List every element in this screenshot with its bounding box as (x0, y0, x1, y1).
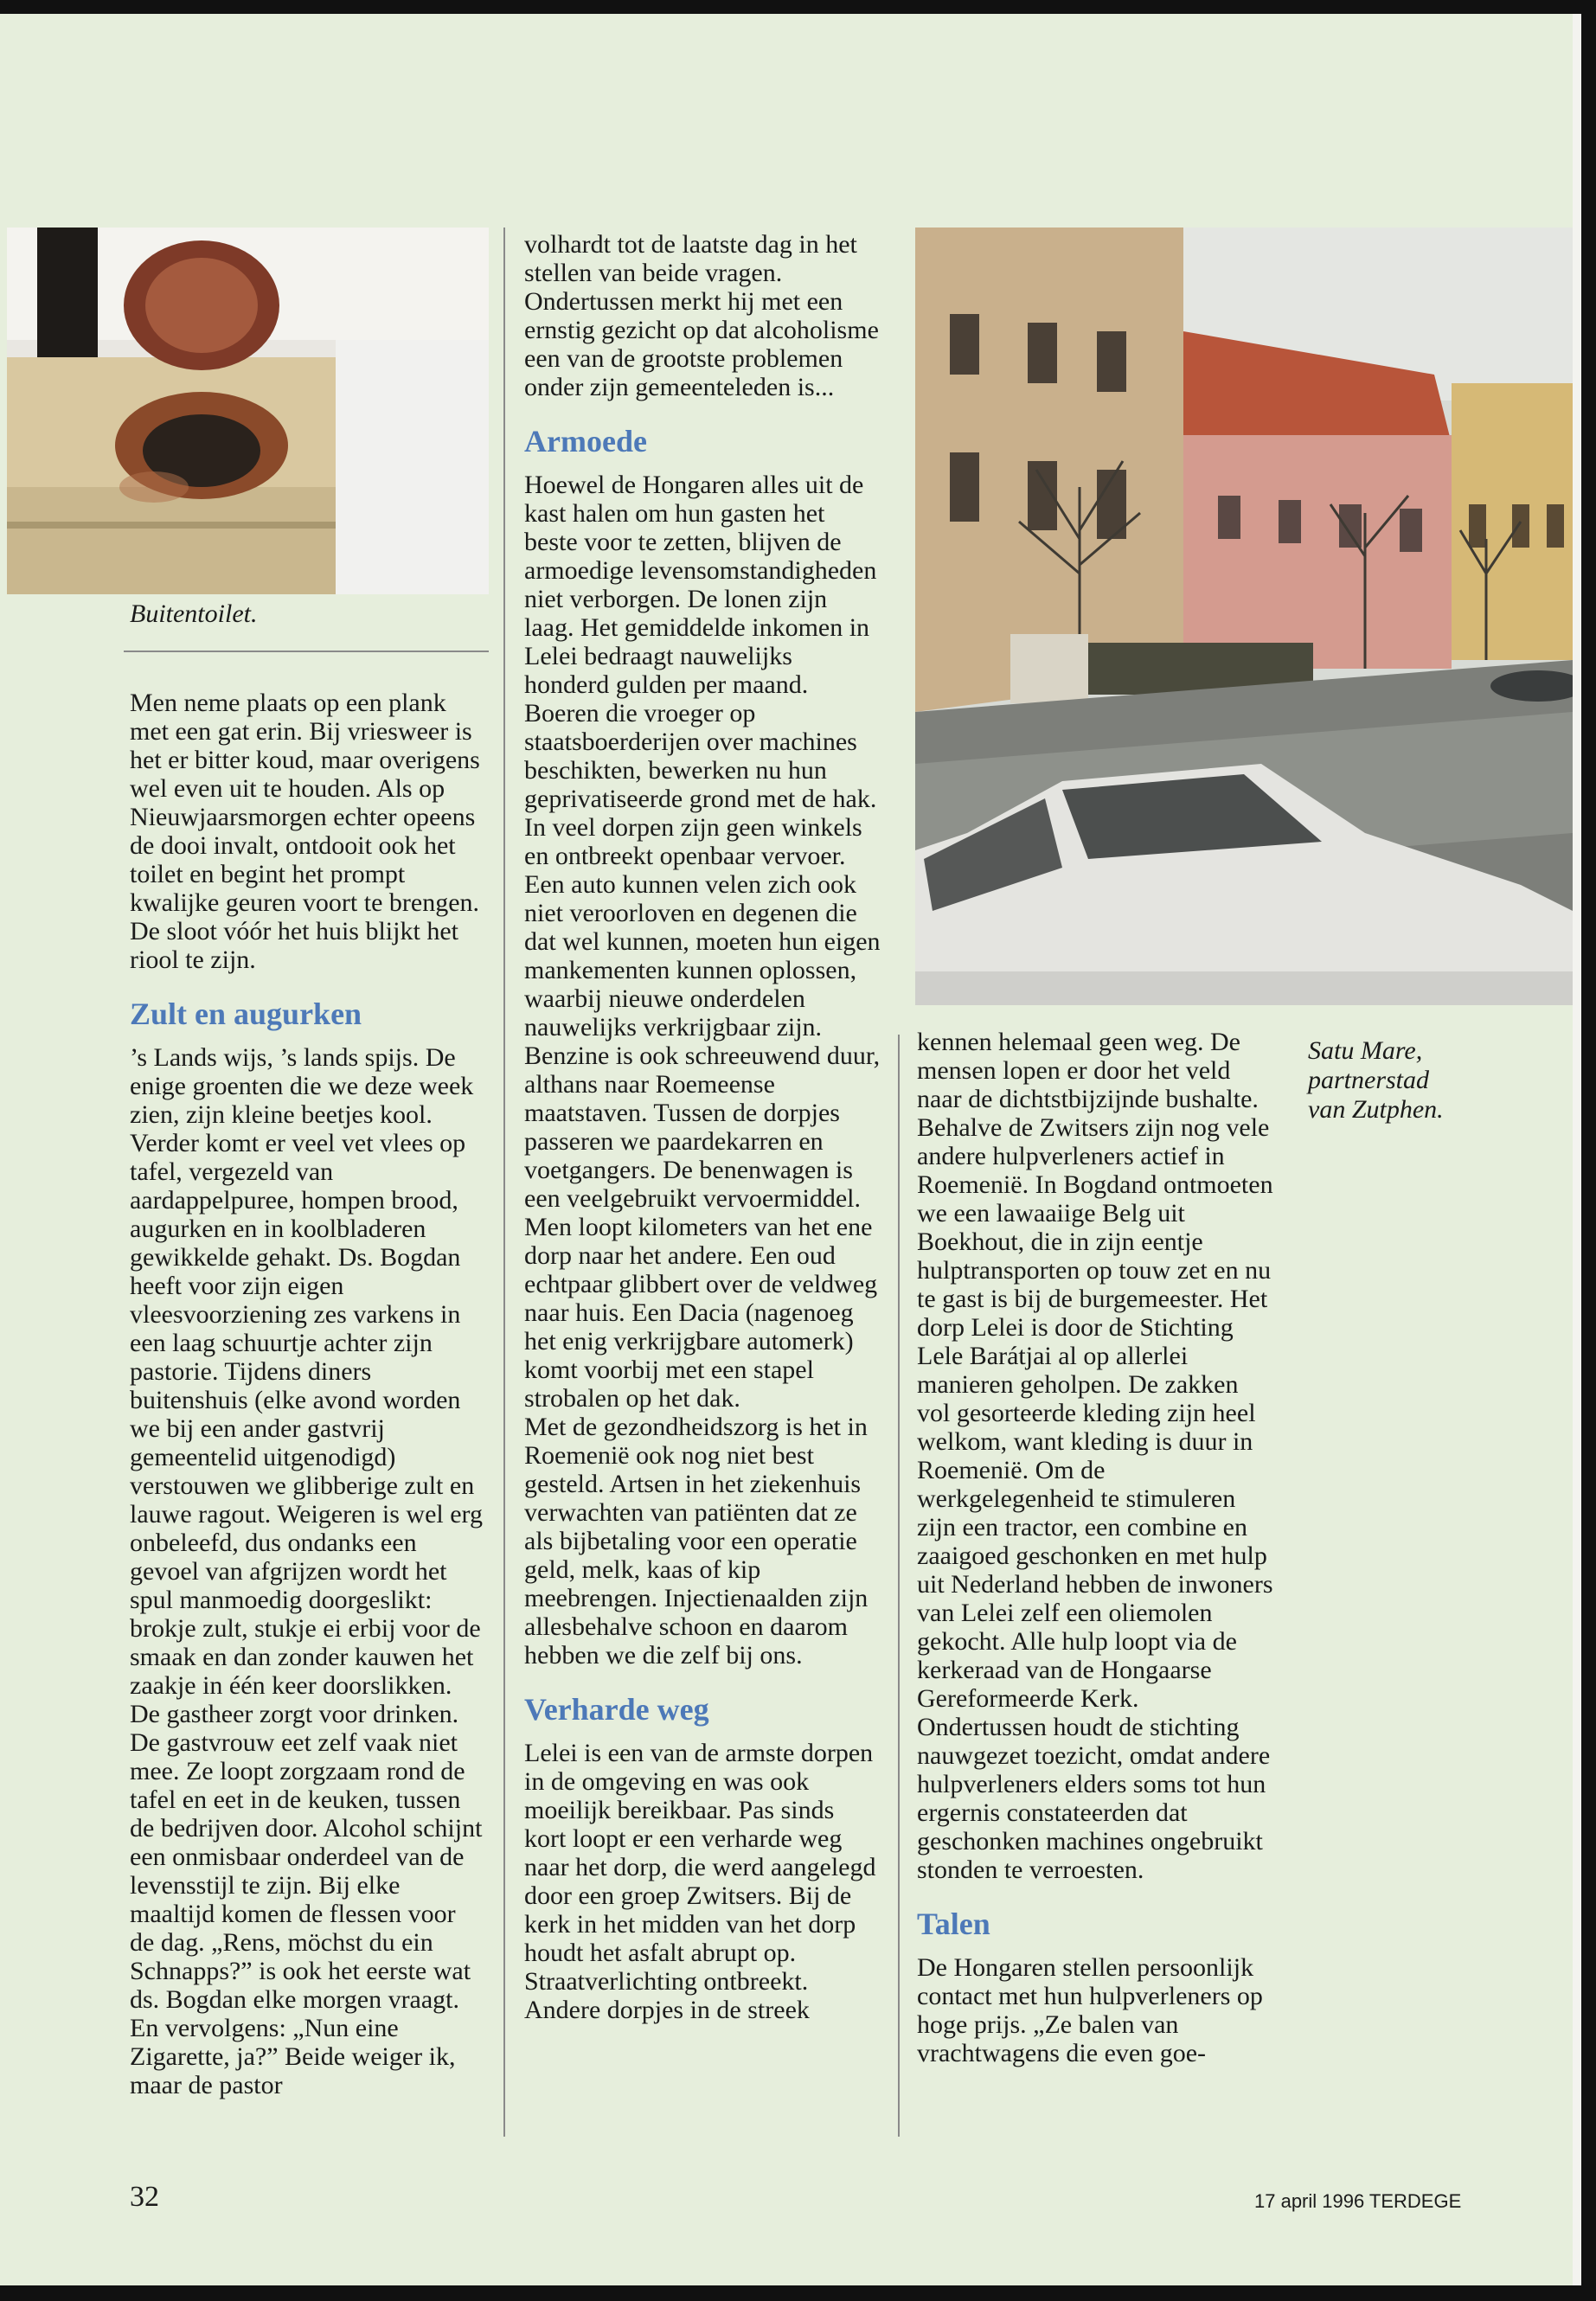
street-caption-line-1: Satu Mare, (1308, 1036, 1423, 1065)
column-3 (917, 1028, 1273, 2067)
outhouse-illustration (7, 228, 489, 594)
caption-divider (124, 651, 489, 652)
col3-paragraph-1: kennen helemaal geen weg. De mensen lopen er door het veld naar de dichtstbijzijnde bushalte. (917, 1028, 1259, 1113)
heading-talen: Talen (917, 1907, 990, 1941)
street-photo (915, 228, 1573, 1005)
street-caption (1308, 1036, 1516, 1125)
outhouse-photo (7, 228, 489, 594)
street-caption-line-2: partnerstad (1308, 1066, 1430, 1094)
heading-armoede: Armoede (524, 424, 647, 458)
col1-intro: Men neme plaats op een plank met een gat erin. Bij vriesweer is het er bitter koud, maar overigens wel even uit te houden. Als op Nieuwjaarsmorgen echter opeens de dooi invalt, ontdooit ook het toilet en begint het prompt kwalijke geuren voort te brengen. De sloot vóór het huis blijkt het riool te zijn. (130, 689, 480, 974)
page-edge (1573, 14, 1581, 2285)
col1-paragraph-1: ’s Lands wijs, ’s lands spijs. De enige groenten die we deze week zien, zijn kleine beetjes kool. Verder komt er veel vet vlees op tafel, vergezeld van aardappelpuree, hompen brood, augurken en in koolbladeren gewikkelde gehakt. Ds. Bogdan heeft voor zijn eigen vleesvoorziening zes varkens in een laag schuurtje achter zijn pastorie. Tijdens diners buitenshuis (elke avond worden we bij een ander gastvrij gemeentelid uitgenodigd) verstouwen we glibberige zult en lauwe ragout. Weigeren is wel erg onbeleefd, dus ondanks een gevoel van afgrijzen wordt het spul manmoedig doorgeslikt: brokje zult, stukje ei erbij voor de smaak en dan zonder kauwen het zaakje in één keer doorslikken. (130, 1043, 484, 1700)
col2-paragraph-3: Lelei is een van de armste dorpen in de omgeving en was ook moeilijk bereikbaar. Pas sinds kort loopt er een verharde weg naar het dorp, die werd aangelegd door een groep Zwitsers. Bij de kerk in het midden van het dorp houdt het asfalt abrupt op. Straatverlichting ontbreekt. Andere dorpjes in de streek (524, 1739, 876, 2024)
issue-date-magazine: 17 april 1996 TERDEGE (1254, 2190, 1462, 2212)
col2-paragraph-2: Met de gezondheidszorg is het in Roemenië ook nog niet best gesteld. Artsen in het ziekenhuis verwachten van patiënten dat ze als bijbetaling voor een operatie geld, melk, kaas of kip meebrengen. Injectienaalden zijn allesbehalve schoon en daarom hebben we die zelf bij ons. (524, 1413, 869, 1670)
col2-paragraph-1: Hoewel de Hongaren alles uit de kast halen om hun gasten het beste voor te zetten, blijven de armoedige levensomstandigheden niet verborgen. De lonen zijn laag. Het gemiddelde inkomen in Lelei bedraagt nauwelijks honderd gulden per maand. Boeren die vroeger op staatsboerderijen over machines beschikten, bewerken nu hun geprivatiseerde grond met de hak. In veel dorpen zijn geen winkels en ontbreekt openbaar vervoer. Een auto kunnen velen zich ook niet veroorloven en degenen die dat wel kunnen, moeten hun eigen mankementen kunnen oplossen, waarbij nieuwe onderdelen nauwelijks verkrijgbaar zijn. Benzine is ook schreeuwend duur, althans naar Roemeense maatstaven. Tussen de dorpjes passeren we paardekarren en voetgangers. De benenwagen is een veelgebruikt vervoermiddel. Men loopt kilometers van het ene dorp naar het andere. Een oud echtpaar glibbert over de veldweg naar huis. Een Dacia (nagenoeg het enig verkrijgbare automerk) komt voorbij met een stapel strobalen op het dak. (524, 471, 881, 1413)
col2-intro: volhardt tot de laatste dag in het stellen van beide vragen. Ondertussen merkt hij met een ernstig gezicht op dat alcoholisme een van de grootste problemen onder zijn gemeenteleden is... (524, 230, 879, 401)
column-rule-2 (898, 1035, 900, 2137)
heading-zult-en-augurken: Zult en augurken (130, 997, 362, 1031)
col1-paragraph-2: De gastheer zorgt voor drinken. De gastvrouw eet zelf vaak niet mee. Ze loopt zorgzaam rond de tafel en eet in de keuken, tussen de bedrijven door. Alcohol schijnt een onmisbaar onderdeel van de levensstijl te zijn. Bij elke maaltijd komen de flessen voor de dag. „Rens, möchst du ein Schnapps?” is ook het eerste wat ds. Bogdan elke morgen vraagt. En vervolgens: „Nun eine Zigarette, ja?” Beide weiger ik, maar de pastor (130, 1700, 483, 2099)
col3-paragraph-2: Behalve de Zwitsers zijn nog vele andere hulpverleners actief in Roemenië. In Bogdand ontmoeten we een lawaaiige Belg uit Boekhout, die in zijn eentje hulptransporten op touw zet en nu te gast is bij de burgemeester. Het dorp Lelei is door de Stichting Lele Barátjai al op allerlei manieren geholpen. De zakken vol gesorteerde kleding zijn heel welkom, want kleding is duur in Roemenië. Om de werkgelegenheid te stimuleren zijn een tractor, een combine en zaaigoed geschonken en met hulp uit Nederland hebben de inwoners van Lelei zelf een oliemolen gekocht. Alle hulp loopt via de kerkeraad van de Hongaarse Gereformeerde Kerk. Ondertussen houdt de stichting nauwgezet toezicht, omdat andere hulpverleners elders soms tot hun ergernis constateerden dat geschonken machines ongebruikt stonden te verroesten. (917, 1113, 1273, 1884)
column-rule-1 (503, 228, 505, 2137)
magazine-page (0, 14, 1581, 2285)
column-1 (130, 689, 486, 2099)
column-2 (524, 230, 881, 2024)
heading-verharde-weg: Verharde weg (524, 1692, 709, 1727)
col3-paragraph-3: De Hongaren stellen persoonlijk contact met hun hulpverleners op hoge prijs. „Ze balen van vrachtwagens die even goe- (917, 1953, 1263, 2067)
page-number: 32 (130, 2181, 159, 2213)
street-caption-line-3: van Zutphen. (1308, 1095, 1444, 1124)
outhouse-caption: Buitentoilet. (130, 599, 258, 628)
street-illustration (915, 228, 1573, 1005)
